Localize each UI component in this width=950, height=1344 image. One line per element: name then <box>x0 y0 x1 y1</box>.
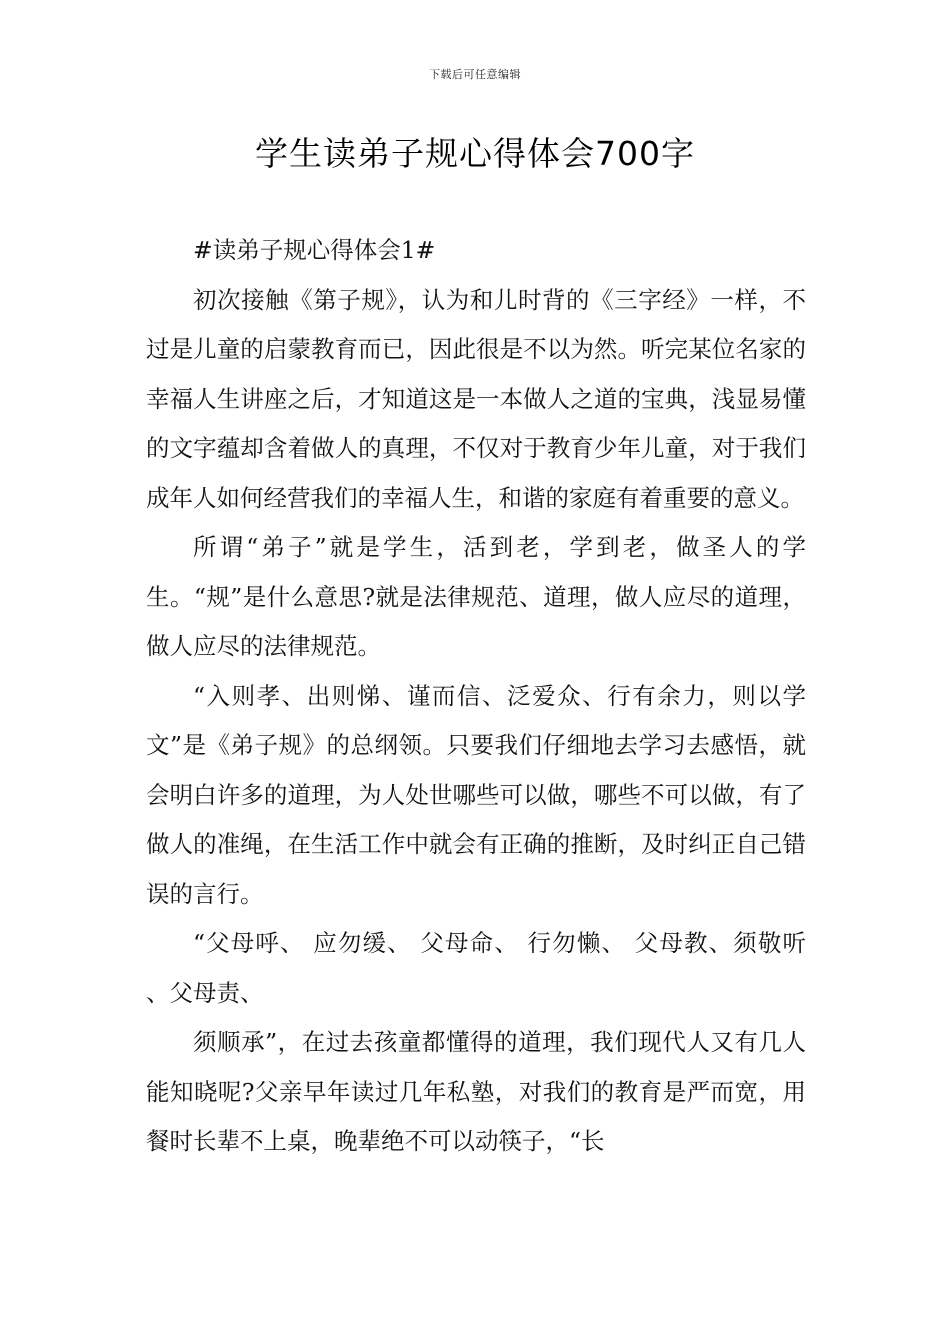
paragraph-3: “入则孝、出则悌、谨而信、泛爱众、行有余力，则以学文”是《弟子规》的总纲领。只要我们仔细地去学习去感悟，就会明白许多的道理，为人处世哪些可以做，哪些不可以做，有了做人的准绳，在生活工作中就会有正确的推断，及时纠正自己错误的言行。 <box>146 681 806 908</box>
section-heading: #读弟子规心得体会1# <box>193 236 436 264</box>
document-body <box>146 226 806 1167</box>
paragraph-5: 须顺承”，在过去孩童都懂得的道理，我们现代人又有几人能知晓呢?父亲早年读过几年私塾，对我们的教育是严而宽，用餐时长辈不上桌，晚辈绝不可以动筷子，“长 <box>146 1028 806 1155</box>
header-note: 下载后可任意编辑 <box>429 68 521 81</box>
document-title: 学生读弟子规心得体会700字 <box>255 134 695 173</box>
paragraph-2: 所谓“弟子”就是学生，活到老，学到老，做圣人的学生。“规”是什么意思?就是法律规范、道理，做人应尽的道理，做人应尽的法律规范。 <box>146 533 806 660</box>
paragraph-1: 初次接触《第子规》，认为和儿时背的《三字经》一样，不过是儿童的启蒙教育而已，因此很是不以为然。听完某位名家的幸福人生讲座之后，才知道这是一本做人之道的宝典，浅显易懂的文字蕴却含着做人的真理，不仅对于教育少年儿童，对于我们成年人如何经营我们的幸福人生，和谐的家庭有着重要的意义。 <box>146 285 806 512</box>
paragraph-4: “父母呼、 应勿缓、 父母命、 行勿懒、 父母教、须敬听 、父母责、 <box>146 929 806 1007</box>
